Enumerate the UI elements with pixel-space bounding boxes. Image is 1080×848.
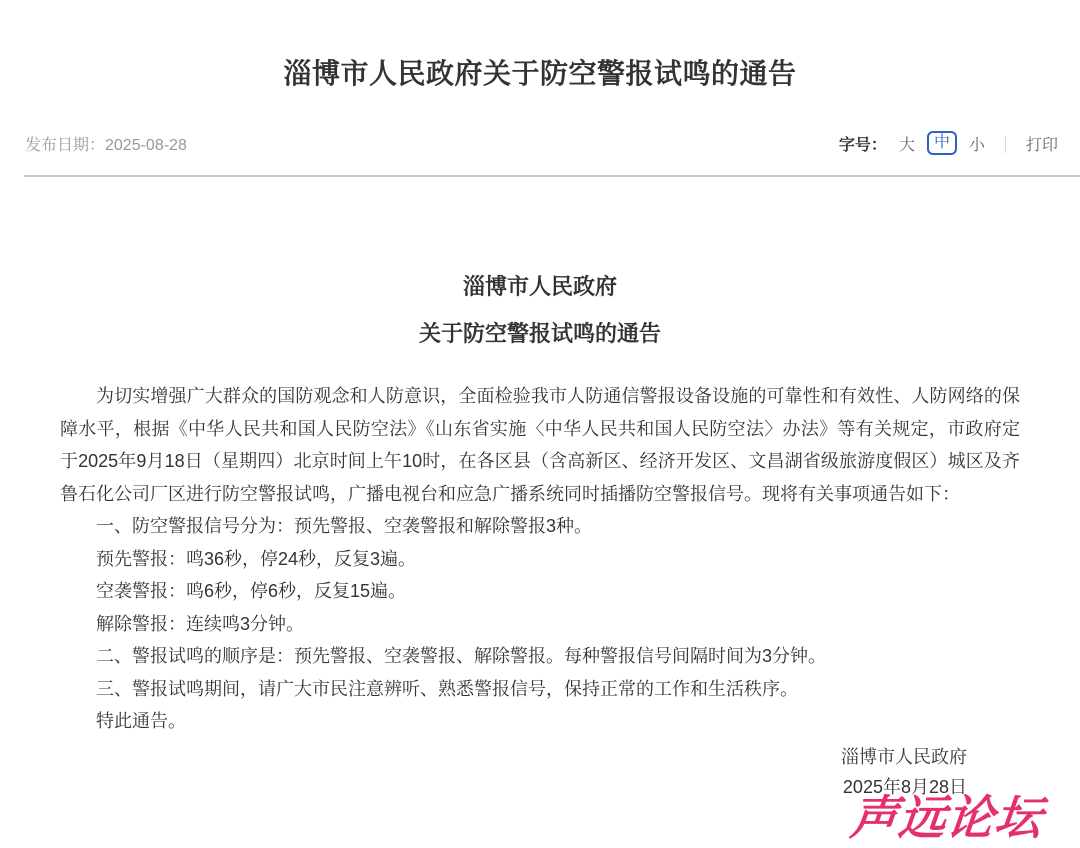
font-size-label: 字号： xyxy=(838,136,887,154)
paragraph-intro: 为切实增强广大群众的国防观念和人防意识，全面检验我市人防通信警报设备设施的可靠性和有效性、人防网络的保障水平，根据《中华人民共和国人民防空法》《山东省实施〈中华人民共和国人民防空法〉办法》等有关规定，市政府定于2025年9月18日（星期四）北京时间上午10时，在各区县（含高新区、经济开发区、文昌湖省级旅游度假区）城区及齐鲁石化公司厂区进行防空警报试鸣，广播电视台和应急广播系统同时插播防空警报信号。现将有关事项通告如下： xyxy=(60,386,1020,504)
vertical-divider: ｜ xyxy=(996,135,1014,155)
font-size-option-small[interactable]: 小 xyxy=(968,136,985,154)
paragraph-all-clear: 解除警报：连续鸣3分钟。 xyxy=(96,613,305,634)
paragraph-item-2: 二、警报试鸣的顺序是：预先警报、空袭警报、解除警报。每种警报信号间隔时间为3分钟。 xyxy=(96,646,827,666)
article-title-line2: 关于防空警报试鸣的通告 xyxy=(418,321,661,346)
paragraph-air-raid: 空袭警报：鸣6秒，停6秒，反复15遍。 xyxy=(96,581,407,601)
font-size-option-medium[interactable]: 中 xyxy=(927,131,957,155)
meta-row xyxy=(0,128,1080,158)
print-button[interactable]: 打印 xyxy=(1025,136,1058,154)
article-title-line1: 淄博市人民政府 xyxy=(462,274,617,299)
signature-block xyxy=(60,742,1020,802)
page-header xyxy=(0,52,1080,177)
forum-watermark-logo: 声远论坛 xyxy=(847,791,1046,844)
article-title xyxy=(60,263,1020,357)
paragraph-item-1: 一、防空警报信号分为：预先警报、空袭警报和解除警报3种。 xyxy=(96,516,593,536)
signature-issuer: 淄博市人民政府 xyxy=(841,746,967,767)
paragraph-item-3: 三、警报试鸣期间，请广大市民注意辨听、熟悉警报信号，保持正常的工作和生活秩序。 xyxy=(96,678,798,699)
header-divider-line xyxy=(24,175,1080,177)
paragraph-closing: 特此通告。 xyxy=(96,711,186,731)
paragraph-pre-alarm: 预先警报：鸣36秒，停24秒，反复3遍。 xyxy=(96,548,417,569)
font-size-controls xyxy=(839,131,1058,156)
font-size-option-large[interactable]: 大 xyxy=(898,136,915,154)
article xyxy=(0,263,1080,802)
publish-date: 发布日期：2025-08-28 xyxy=(25,136,187,154)
article-body xyxy=(60,380,1020,738)
signature-date: 2025年8月28日 xyxy=(842,776,967,797)
page-title: 淄博市人民政府关于防空警报试鸣的通告 xyxy=(283,58,797,89)
